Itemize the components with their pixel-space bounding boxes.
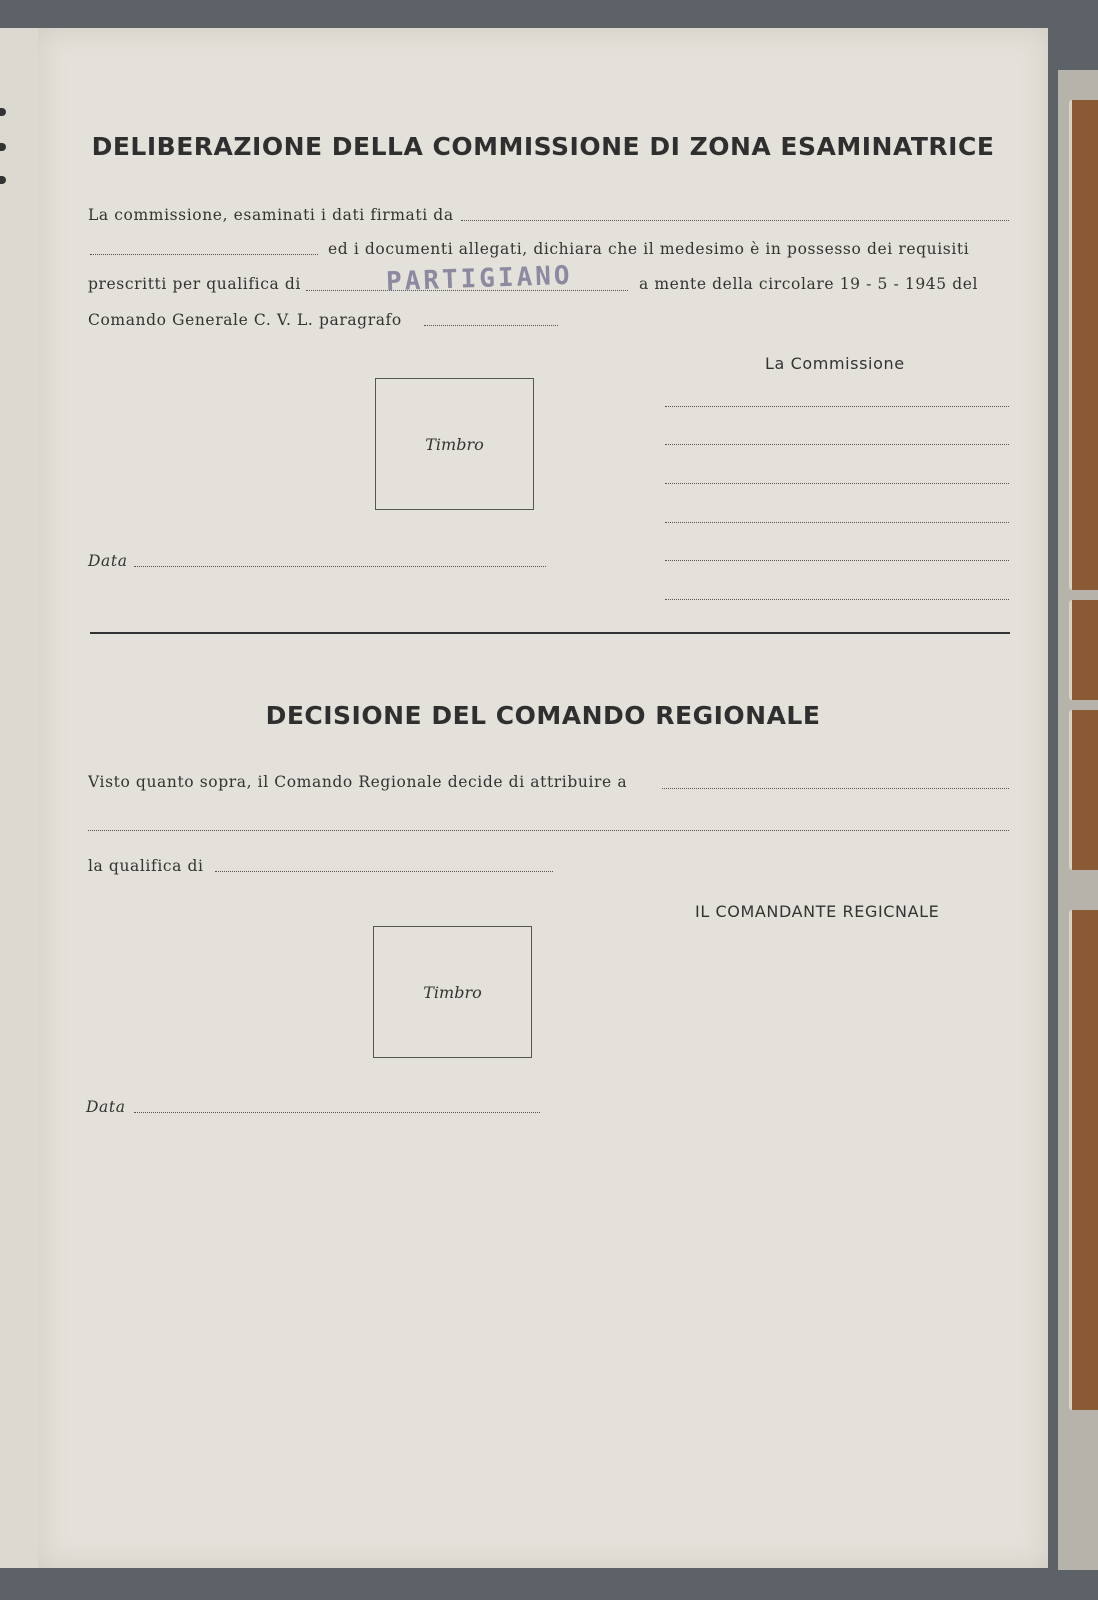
- section1-line1: La commissione, esaminati i dati firmati da: [88, 206, 454, 224]
- commission-signature-line[interactable]: [665, 444, 1009, 445]
- section1-line4: Comando Generale C. V. L. paragrafo: [88, 311, 402, 329]
- commission-signature-line[interactable]: [665, 522, 1009, 523]
- paragraph-field[interactable]: [424, 325, 558, 326]
- recipient-field[interactable]: [662, 788, 1009, 789]
- date-label: Data: [86, 1098, 126, 1116]
- recipient-field-continued[interactable]: [88, 830, 1009, 831]
- partigiano-stamp: PARTIGIANO: [385, 260, 574, 298]
- date-field[interactable]: [134, 566, 546, 567]
- commission-signature-line[interactable]: [665, 483, 1009, 484]
- section-divider: [90, 632, 1010, 634]
- section1-title: DELIBERAZIONE DELLA COMMISSIONE DI ZONA ESAMINATRICE: [91, 132, 995, 161]
- commission-signature-line[interactable]: [665, 406, 1009, 407]
- section2-line2: la qualifica di: [88, 857, 204, 875]
- folder-tab: [1069, 600, 1098, 700]
- commission-signature-line[interactable]: [665, 560, 1009, 561]
- signed-by-field-continued[interactable]: [90, 254, 318, 255]
- signed-by-field[interactable]: [461, 220, 1009, 221]
- commission-signature-line[interactable]: [665, 599, 1009, 600]
- folder-tab: [1069, 710, 1098, 870]
- binding-mark: [0, 176, 6, 184]
- stamp-box: [375, 378, 534, 510]
- date-field[interactable]: [134, 1112, 540, 1113]
- section1-line2: ed i documenti allegati, dichiara che il medesimo è in possesso dei requisiti: [328, 240, 970, 258]
- right-page-edges: [1058, 70, 1098, 1570]
- date-label: Data: [88, 552, 128, 570]
- binding-mark: [0, 108, 6, 116]
- section2-line1: Visto quanto sopra, il Comando Regionale decide di attribuire a: [88, 773, 628, 791]
- section2-title: DECISIONE DEL COMANDO REGIONALE: [265, 701, 821, 730]
- section1-line3-end: a mente della circolare 19 - 5 - 1945 del: [639, 275, 979, 293]
- stamp-box: [373, 926, 532, 1058]
- folder-tab: [1069, 100, 1098, 590]
- stamp-box-label: Timbro: [423, 982, 482, 1002]
- commission-label: La Commissione: [765, 354, 905, 373]
- binding-mark: [0, 143, 6, 151]
- folder-tab: [1069, 910, 1098, 1410]
- form-page: [38, 28, 1048, 1568]
- section1-line3-start: prescritti per qualifica di: [88, 275, 301, 293]
- stamp-box-label: Timbro: [425, 434, 484, 454]
- qualification-field[interactable]: [215, 871, 553, 872]
- commander-label: IL COMANDANTE REGICNALE: [695, 902, 940, 921]
